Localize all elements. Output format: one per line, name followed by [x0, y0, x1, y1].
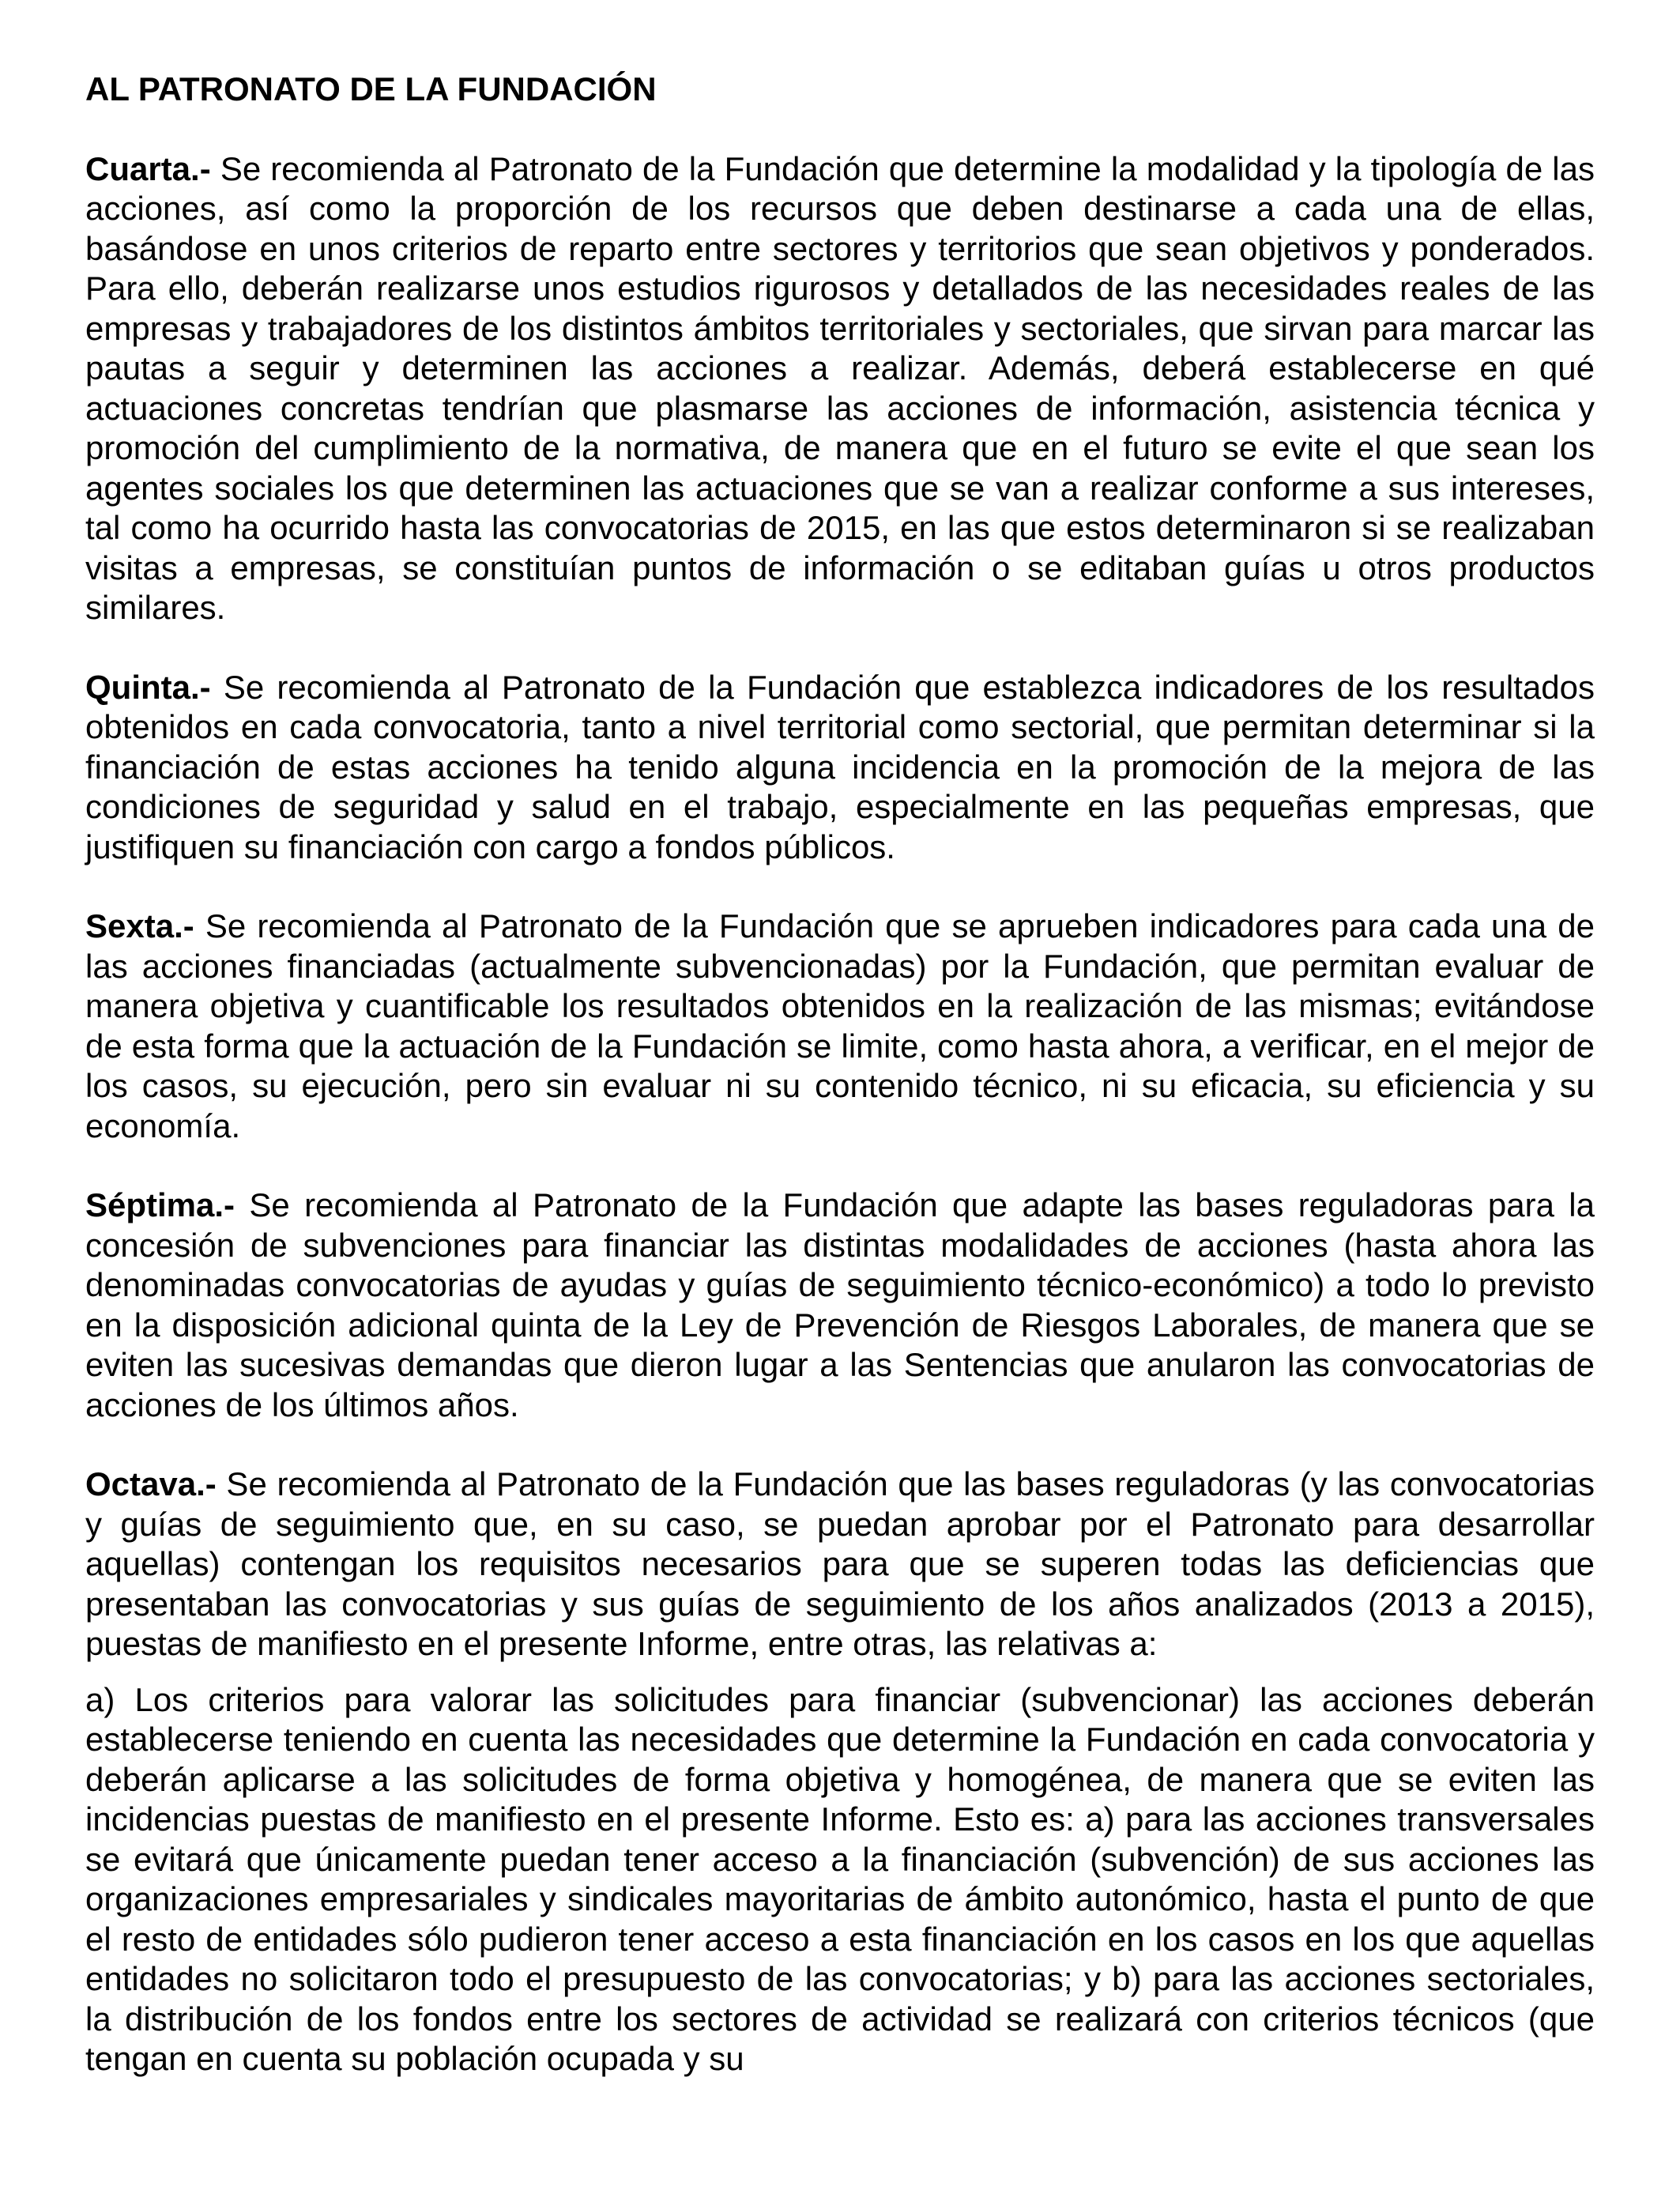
document-page: [85, 70, 1595, 2079]
paragraph-label: Cuarta.-: [85, 149, 211, 187]
paragraph-septima: [85, 1186, 1595, 1425]
paragraph-label: Sexta.-: [85, 907, 194, 944]
paragraph-quinta: [85, 668, 1595, 868]
paragraph-text: Se recomienda al Patronato de la Fundación que establezca indicadores de los resultados obtenidos en cada convocatoria, tanto a nivel territorial como sectorial, que permitan determinar si la financiación de estas acciones ha tenido alguna incidencia en la promoción de la mejora de las condiciones de seguridad y salud en el trabajo, especialmente en las pequeñas empresas, que justifiquen su financiación con cargo a fondos públicos.: [85, 668, 1595, 865]
list-item-a: [85, 1680, 1595, 2079]
paragraph-cuarta: [85, 149, 1595, 628]
section-heading: AL PATRONATO DE LA FUNDACIÓN: [85, 70, 657, 107]
list-item-text: Los criterios para valorar las solicitudes para financiar (subvencionar) las acciones deberán establecerse teniendo en cuenta las necesidades que determine la Fundación en cada convocatoria y deberán aplicarse a las solicitudes de forma objetiva y homogénea, de manera que se eviten las incidencias puestas de manifiesto en el presente Informe. Esto es: a) para las acciones transversales se evitará que únicamente puedan tener acceso a la financiación (subvención) de sus acciones las organizaciones empresariales y sindicales mayoritarias de ámbito autonómico, hasta el punto de que el resto de entidades sólo pudieron tener acceso a esta financiación en los casos en los que aquellas entidades no solicitaron todo el presupuesto de las convocatorias; y b) para las acciones sectoriales, la distribución de los fondos entre los sectores de actividad se realizará con criterios técnicos (que tengan en cuenta su población ocupada y su: [85, 1680, 1595, 2077]
paragraph-text: Se recomienda al Patronato de la Fundación que adapte las bases reguladoras para la concesión de subvenciones para financiar las distintas modalidades de acciones (hasta ahora las denominadas convocatorias de ayudas y guías de seguimiento técnico-económico) a todo lo previsto en la disposición adicional quinta de la Ley de Prevención de Riesgos Laborales, de manera que se eviten las sucesivas demandas que dieron lugar a las Sentencias que anularon las convocatorias de acciones de los últimos años.: [85, 1186, 1595, 1423]
paragraph-label: Octava.-: [85, 1465, 217, 1502]
paragraph-text: Se recomienda al Patronato de la Fundación que se aprueben indicadores para cada una de las acciones financiadas (actualmente subvencionadas) por la Fundación, que permitan evaluar de manera objetiva y cuantificable los resultados obtenidos en la realización de las mismas; evitándose de esta forma que la actuación de la Fundación se limite, como hasta ahora, a verificar, en el mejor de los casos, su ejecución, pero sin evaluar ni su contenido técnico, ni su eficacia, su eficiencia y su economía.: [85, 907, 1595, 1144]
paragraph-label: Séptima.-: [85, 1186, 235, 1223]
list-item-marker: a): [85, 1680, 115, 1718]
paragraph-sexta: [85, 907, 1595, 1146]
paragraph-text: Se recomienda al Patronato de la Fundación que las bases reguladoras (y las convocatorias y guías de seguimiento que, en su caso, se puedan aprobar por el Patronato para desarrollar aquellas) contengan los requisitos necesarios para que se superen todas las deficiencias que presentaban las convocatorias y sus guías de seguimiento de los años analizados (2013 a 2015), puestas de manifiesto en el presente Informe, entre otras, las relativas a:: [85, 1465, 1595, 1662]
paragraph-label: Quinta.-: [85, 668, 211, 706]
paragraph-text: Se recomienda al Patronato de la Fundación que determine la modalidad y la tipología de las acciones, así como la proporción de los recursos que deben destinarse a cada una de ellas, basándose en unos criterios de reparto entre sectores y territorios que sean objetivos y ponderados. Para ello, deberán realizarse unos estudios rigurosos y detallados de las necesidades reales de las empresas y trabajadores de los distintos ámbitos territoriales y sectoriales, que sirvan para marcar las pautas a seguir y determinen las acciones a realizar. Además, deberá establecerse en qué actuaciones concretas tendrían que plasmarse las acciones de información, asistencia técnica y promoción del cumplimiento de la normativa, de manera que en el futuro se evite el que sean los agentes sociales los que determinen las actuaciones que se van a realizar conforme a sus intereses, tal como ha ocurrido hasta las convocatorias de 2015, en las que estos determinaron si se realizaban visitas a empresas, se constituían puntos de información o se editaban guías u otros productos similares.: [85, 149, 1595, 626]
paragraph-octava: [85, 1465, 1595, 1664]
